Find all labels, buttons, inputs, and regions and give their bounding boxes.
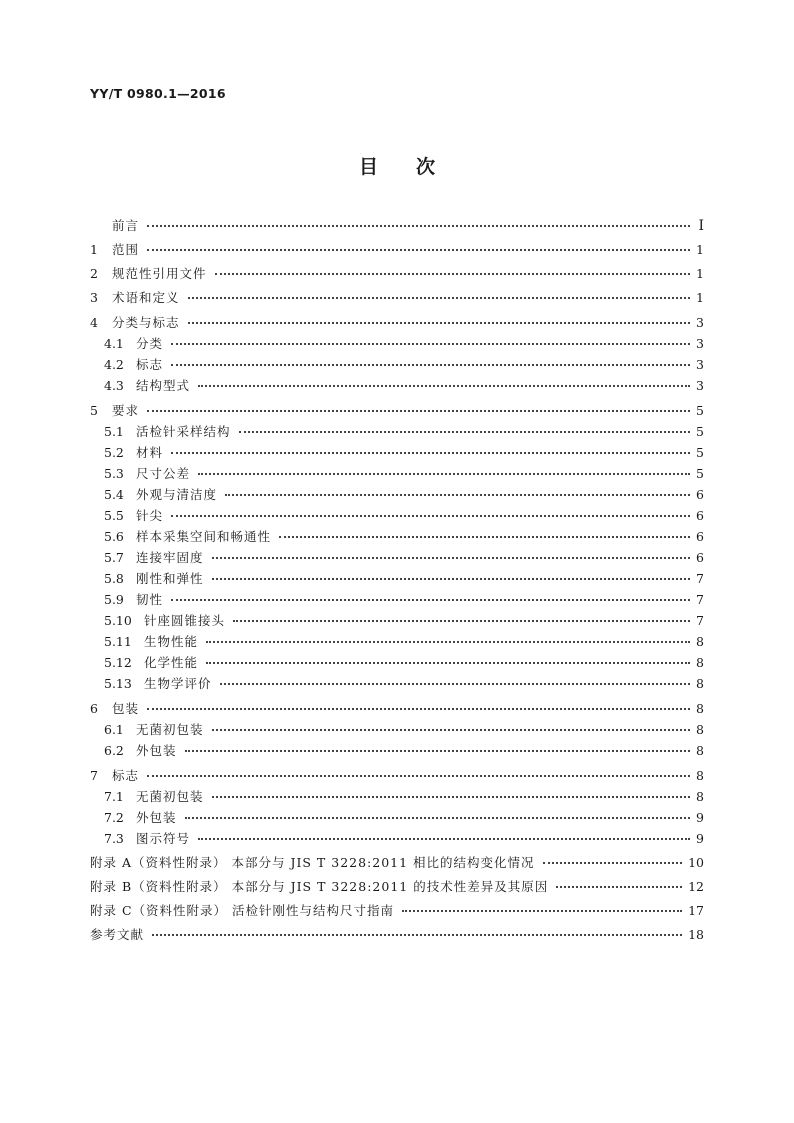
toc-entry-title: 生物性能: [144, 634, 199, 649]
toc-entry-page: 5: [696, 445, 704, 460]
toc-entry-number: 5.3: [104, 466, 124, 481]
toc-entry-number: 4.3: [104, 378, 124, 393]
toc-entry-number: 5.13: [104, 676, 132, 691]
toc-entry-page: 6: [696, 508, 704, 523]
toc-entry-page: 3: [696, 315, 704, 330]
toc-entry-title: 参考文献: [90, 927, 145, 942]
dot-leader: [225, 494, 690, 496]
toc-entry-number: 2: [90, 266, 98, 281]
toc-entry-page: 7: [696, 592, 704, 607]
toc-entry-title: 范围: [112, 242, 140, 257]
toc-entry[interactable]: [90, 264, 704, 284]
dot-leader: [212, 796, 690, 798]
toc-entry[interactable]: [90, 401, 704, 421]
toc-entry-title: 附录 A（资料性附录） 本部分与 JIS T 3228:2011 相比的结构变化情况: [90, 855, 535, 870]
toc-entry-page: 5: [696, 466, 704, 481]
dot-leader: [171, 599, 690, 601]
toc-entry-title: 尺寸公差: [136, 466, 191, 481]
toc-entry-title: 附录 B（资料性附录） 本部分与 JIS T 3228:2011 的技术性差异及其原因: [90, 879, 549, 894]
toc-entry-title: 标志: [136, 357, 164, 372]
toc-entry-title: 样本采集空间和畅通性: [136, 529, 272, 544]
toc-entry-page: 6: [696, 550, 704, 565]
toc-subentry[interactable]: [104, 334, 704, 354]
toc-subentry[interactable]: [104, 443, 704, 463]
toc-entry-number: 5.8: [104, 571, 124, 586]
toc-entry-number: 1: [90, 242, 98, 257]
toc-subentry[interactable]: [104, 376, 704, 396]
toc-entry-page: 8: [696, 789, 704, 804]
toc-entry-title: 分类与标志: [112, 315, 180, 330]
dot-leader: [147, 775, 690, 777]
toc-entry-page: 8: [696, 634, 704, 649]
toc-entry-number: 5.2: [104, 445, 124, 460]
toc-entry-page: 12: [688, 879, 704, 894]
toc-entry-number: 5.7: [104, 550, 124, 565]
toc-entry-page: 9: [696, 810, 704, 825]
toc-entry-number: 5.12: [104, 655, 132, 670]
toc-entry-page: 7: [696, 613, 704, 628]
toc-subentry[interactable]: [104, 422, 704, 442]
dot-leader: [185, 750, 690, 752]
toc-subentry[interactable]: [104, 464, 704, 484]
dot-leader: [147, 249, 690, 251]
toc-entry-title: 分类: [136, 336, 164, 351]
toc-entry-page: 5: [696, 424, 704, 439]
toc-subentry[interactable]: [104, 720, 704, 740]
dot-leader: [212, 557, 690, 559]
dot-leader: [233, 620, 690, 622]
dot-leader: [171, 364, 690, 366]
dot-leader: [185, 817, 690, 819]
toc-entry-number: 5.10: [104, 613, 132, 628]
toc-entry-title: 标志: [112, 768, 140, 783]
toc-entry-page: Ⅰ: [698, 218, 704, 234]
dot-leader: [188, 322, 690, 324]
standard-code: YY/T 0980.1—2016: [90, 86, 226, 101]
dot-leader: [171, 515, 690, 517]
toc-entry-page: 5: [696, 403, 704, 418]
toc-entry-page: 8: [696, 743, 704, 758]
toc-subentry[interactable]: [104, 653, 704, 673]
toc-entry[interactable]: [90, 313, 704, 333]
toc-entry-title: 术语和定义: [112, 290, 180, 305]
toc-entry-title: 结构型式: [136, 378, 191, 393]
toc-entry-page: 6: [696, 529, 704, 544]
toc-subentry[interactable]: [104, 527, 704, 547]
toc-entry-page: 3: [696, 336, 704, 351]
toc-entry-number: 5.6: [104, 529, 124, 544]
dot-leader: [543, 862, 683, 864]
toc-entry-bibliography[interactable]: [90, 925, 704, 945]
toc-entry-number: 5.1: [104, 424, 124, 439]
dot-leader: [206, 641, 690, 643]
toc-entry-title: 针尖: [136, 508, 164, 523]
toc-entry-page: 17: [688, 903, 704, 918]
toc-entry-page: 8: [696, 722, 704, 737]
toc-title: 目次: [358, 156, 473, 178]
toc-entry-page: 3: [696, 378, 704, 393]
toc-entry-page: 6: [696, 487, 704, 502]
dot-leader: [188, 297, 690, 299]
toc-entry-page: 1: [696, 242, 704, 257]
toc-subentry[interactable]: [104, 590, 704, 610]
toc-entry-title: 韧性: [136, 592, 164, 607]
toc-subentry[interactable]: [104, 741, 704, 761]
toc-entry-title: 前言: [112, 218, 140, 233]
toc-entry-number: 5.11: [104, 634, 132, 649]
toc-entry[interactable]: [90, 240, 704, 260]
toc-subentry[interactable]: [104, 485, 704, 505]
dot-leader: [279, 536, 690, 538]
toc-entry-title: 图示符号: [136, 831, 191, 846]
toc-entry-number: 4.2: [104, 357, 124, 372]
toc-entry-title: 材料: [136, 445, 164, 460]
toc-entry-title: 要求: [112, 403, 140, 418]
toc-entry-title: 无菌初包装: [136, 722, 204, 737]
toc-entry-number: 7: [90, 768, 98, 783]
toc-subentry[interactable]: [104, 569, 704, 589]
toc-entry-page: 1: [696, 290, 704, 305]
toc-entry-page: 8: [696, 701, 704, 716]
toc-entry-number: 5.9: [104, 592, 124, 607]
toc-entry-title: 针座圆锥接头: [144, 613, 226, 628]
toc-entry-title: 外包装: [136, 743, 177, 758]
toc-subentry[interactable]: [104, 808, 704, 828]
dot-leader: [212, 729, 690, 731]
toc-entry-title: 包装: [112, 701, 140, 716]
toc-subentry[interactable]: [104, 632, 704, 652]
dot-leader: [152, 934, 682, 936]
toc-entry-page: 8: [696, 655, 704, 670]
toc-subentry[interactable]: [104, 548, 704, 568]
toc-entry-page: 10: [688, 855, 704, 870]
toc-entry-annex-c[interactable]: [90, 901, 704, 921]
toc-entry-page: 3: [696, 357, 704, 372]
toc-entry-number: 7.1: [104, 789, 124, 804]
toc-entry-number: 6: [90, 701, 98, 716]
toc-entry-number: 7.2: [104, 810, 124, 825]
dot-leader: [402, 910, 682, 912]
toc-entry-number: 6.1: [104, 722, 124, 737]
toc-subentry[interactable]: [104, 674, 704, 694]
toc-subentry[interactable]: [104, 355, 704, 375]
toc-entry-title: 规范性引用文件: [112, 266, 207, 281]
toc-entry[interactable]: [90, 288, 704, 308]
dot-leader: [147, 410, 690, 412]
toc-entry-annex-b[interactable]: [90, 877, 704, 897]
toc-entry-title: 生物学评价: [144, 676, 212, 691]
dot-leader: [198, 385, 690, 387]
toc-entry-title: 活检针采样结构: [136, 424, 231, 439]
toc-entry-title: 附录 C（资料性附录） 活检针刚性与结构尺寸指南: [90, 903, 395, 918]
toc-entry-page: 8: [696, 676, 704, 691]
toc-entry-number: 5.5: [104, 508, 124, 523]
toc-subentry[interactable]: [104, 787, 704, 807]
toc-entry-number: 5.4: [104, 487, 124, 502]
toc-entry[interactable]: [90, 699, 704, 719]
toc-entry-page: 1: [696, 266, 704, 281]
dot-leader: [198, 473, 690, 475]
dot-leader: [171, 452, 690, 454]
dot-leader: [212, 578, 690, 580]
dot-leader: [556, 886, 682, 888]
toc-entry-title: 连接牢固度: [136, 550, 204, 565]
toc-entry-title: 刚性和弹性: [136, 571, 204, 586]
toc-entry-number: 4.1: [104, 336, 124, 351]
toc-entry-page: 7: [696, 571, 704, 586]
toc-subentry[interactable]: [104, 611, 704, 631]
toc-entry-number: 7.3: [104, 831, 124, 846]
toc-subentry[interactable]: [104, 829, 704, 849]
toc-entry-number: 3: [90, 290, 98, 305]
toc-entry-annex-a[interactable]: [90, 853, 704, 873]
dot-leader: [147, 708, 690, 710]
toc-entry[interactable]: [90, 766, 704, 786]
toc-entry-title: 外观与清洁度: [136, 487, 218, 502]
toc-entry-page: 8: [696, 768, 704, 783]
toc-subentry[interactable]: [104, 506, 704, 526]
toc-entry-title: 化学性能: [144, 655, 199, 670]
toc-entry-number: 4: [90, 315, 98, 330]
toc-entry-title: 无菌初包装: [136, 789, 204, 804]
toc-entry-number: 5: [90, 403, 98, 418]
dot-leader: [239, 431, 690, 433]
dot-leader: [147, 225, 690, 227]
toc-entry-title: 外包装: [136, 810, 177, 825]
toc-entry-number: 6.2: [104, 743, 124, 758]
toc-entry-page: 9: [696, 831, 704, 846]
dot-leader: [215, 273, 690, 275]
dot-leader: [198, 838, 690, 840]
dot-leader: [206, 662, 690, 664]
dot-leader: [220, 683, 690, 685]
dot-leader: [171, 343, 690, 345]
toc-entry-foreword[interactable]: [90, 216, 704, 236]
toc-entry-page: 18: [688, 927, 704, 942]
